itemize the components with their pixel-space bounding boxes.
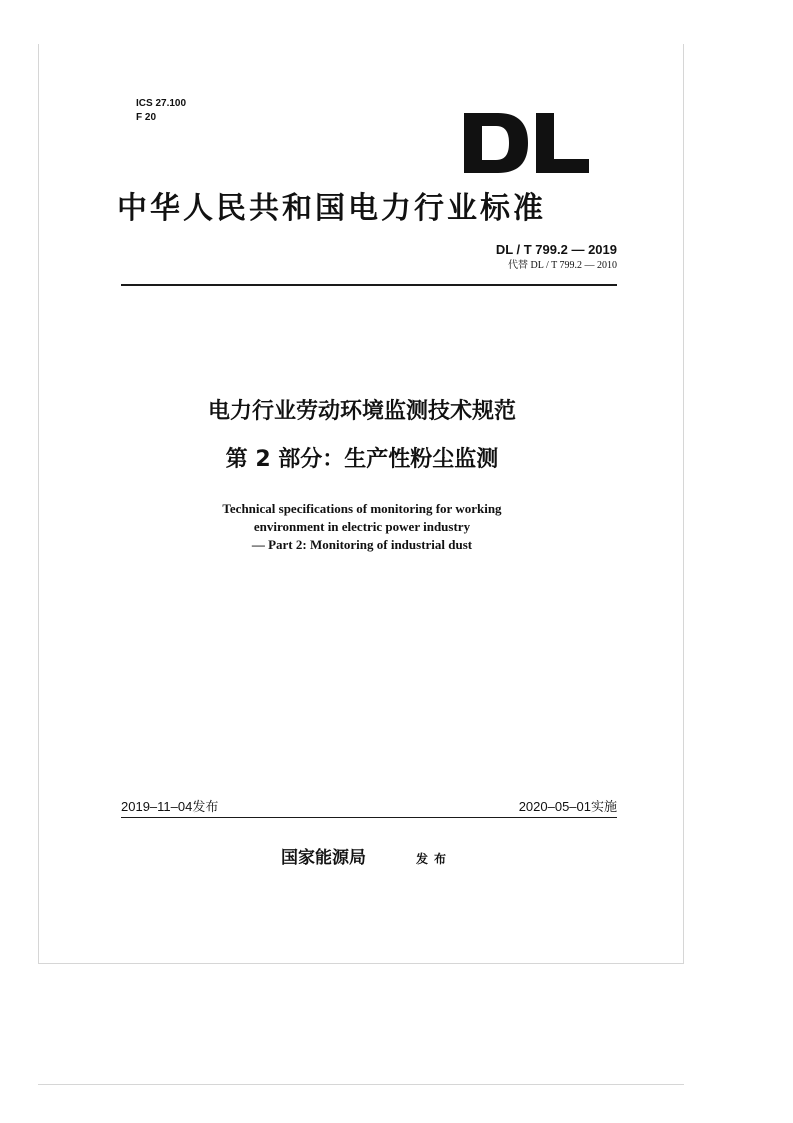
dl-logo-d [464, 113, 528, 173]
replaces-code: 代替 DL / T 799.2 — 2010 [508, 260, 617, 271]
dl-logo-l [536, 113, 589, 173]
title-cn-line1: 电力行业劳动环境监测技术规范 [207, 399, 516, 424]
standard-code: DL / T 799.2 — 2019 [495, 242, 617, 257]
issuing-authority: 中华人民共和国电力行业标准 [117, 191, 546, 226]
date-divider [121, 817, 617, 818]
issuer-name: 国家能源局 [281, 848, 366, 868]
title-en-line1: Technical specifications of monitoring for working [222, 501, 502, 516]
issue-date: 2019–11–04发布 [121, 799, 219, 814]
next-page-edge [38, 1084, 684, 1085]
implementation-date: 2020–05–01实施 [518, 799, 617, 814]
title-cn-line2: 第 2 部分：生产性粉尘监测 [225, 447, 499, 472]
classification-block [136, 97, 186, 125]
title-en-line2: environment in electric power industry [253, 519, 471, 534]
title-en-line3: — Part 2: Monitoring of industrial dust [251, 537, 473, 552]
dl-logo [464, 113, 589, 173]
ccs-number: F 20 [136, 112, 157, 123]
header-divider [121, 284, 617, 286]
issuer-action: 发布 [416, 852, 453, 866]
document-page [38, 44, 684, 964]
ics-number: ICS 27.100 [136, 98, 187, 109]
